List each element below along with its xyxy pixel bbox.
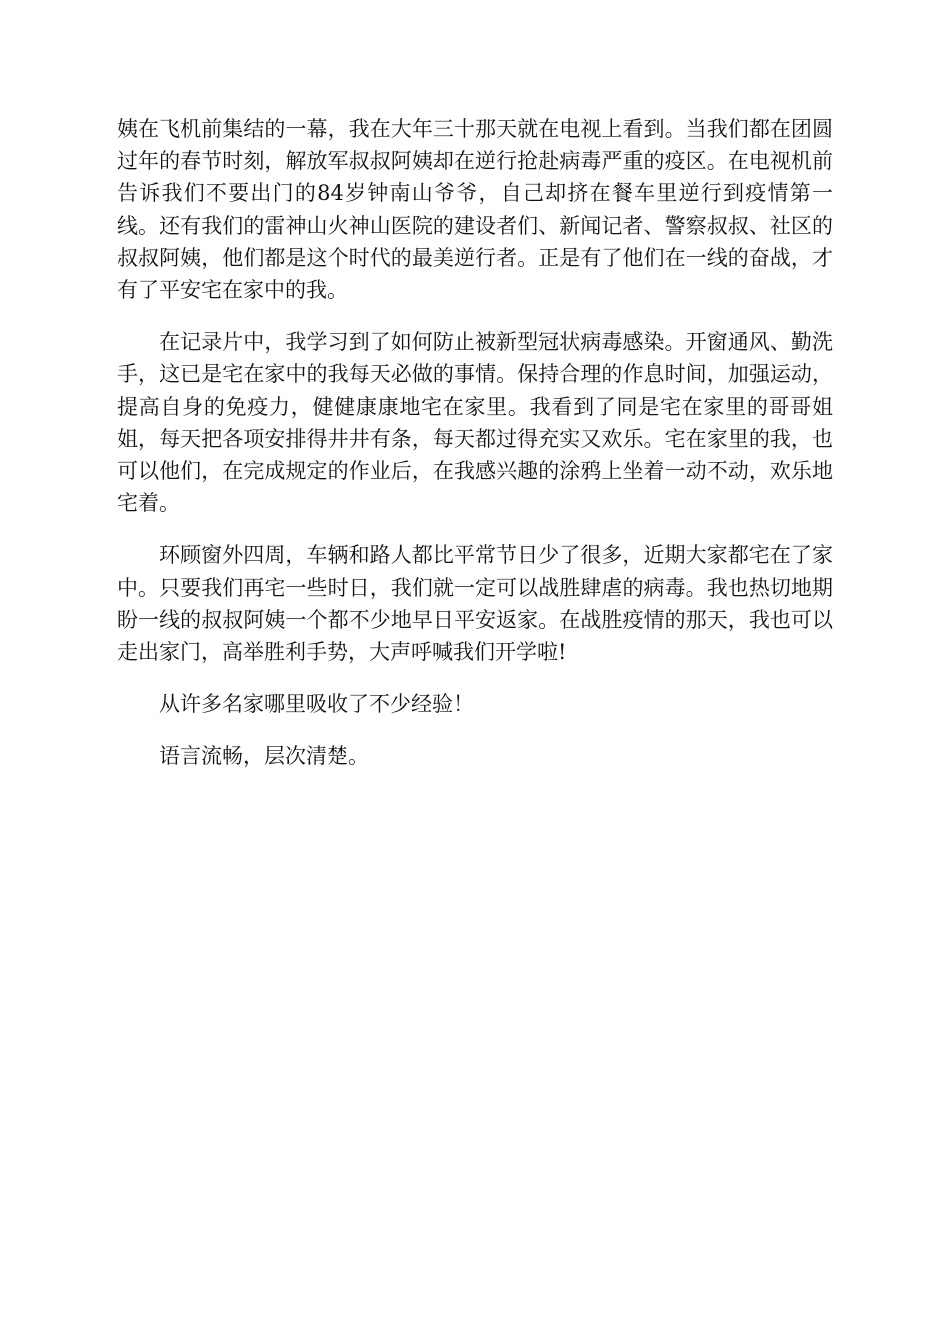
- paragraph-3: 环顾窗外四周，车辆和路人都比平常节日少了很多，近期大家都宅在了家中。只要我们再宅一些时日，我们就一定可以战胜肆虐的病毒。我也热切地期盼一线的叔叔阿姨一个都不少地早日平安返家。在战胜疫情的那天，我也可以走出家门，高举胜利手势，大声呼喊我们开学啦!: [117, 543, 833, 665]
- paragraph-1: 姨在飞机前集结的一幕，我在大年三十那天就在电视上看到。当我们都在团圆过年的春节时刻，解放军叔叔阿姨却在逆行抢赴病毒严重的疫区。在电视机前告诉我们不要出门的84岁钟南山爷爷，自己却挤在餐车里逆行到疫情第一线。还有我们的雷神山火神山医院的建设者们、新闻记者、警察叔叔、社区的叔叔阿姨，他们都是这个时代的最美逆行者。正是有了他们在一线的奋战，才有了平安宅在家中的我。: [117, 117, 833, 303]
- paragraph-2: 在记录片中，我学习到了如何防止被新型冠状病毒感染。开窗通风、勤洗手，这已是宅在家中的我每天必做的事情。保持合理的作息时间，加强运动，提高自身的免疫力，健健康康地宅在家里。我看到了同是宅在家里的哥哥姐姐，每天把各项安排得井井有条，每天都过得充实又欢乐。宅在家里的我，也可以他们，在完成规定的作业后，在我感兴趣的涂鸦上坐着一动不动，欢乐地宅着。: [117, 330, 833, 516]
- paragraph-4: 从许多名家哪里吸收了不少经验！: [159, 692, 474, 717]
- document-page: [117, 113, 833, 773]
- paragraph-5: 语言流畅，层次清楚。: [159, 744, 369, 769]
